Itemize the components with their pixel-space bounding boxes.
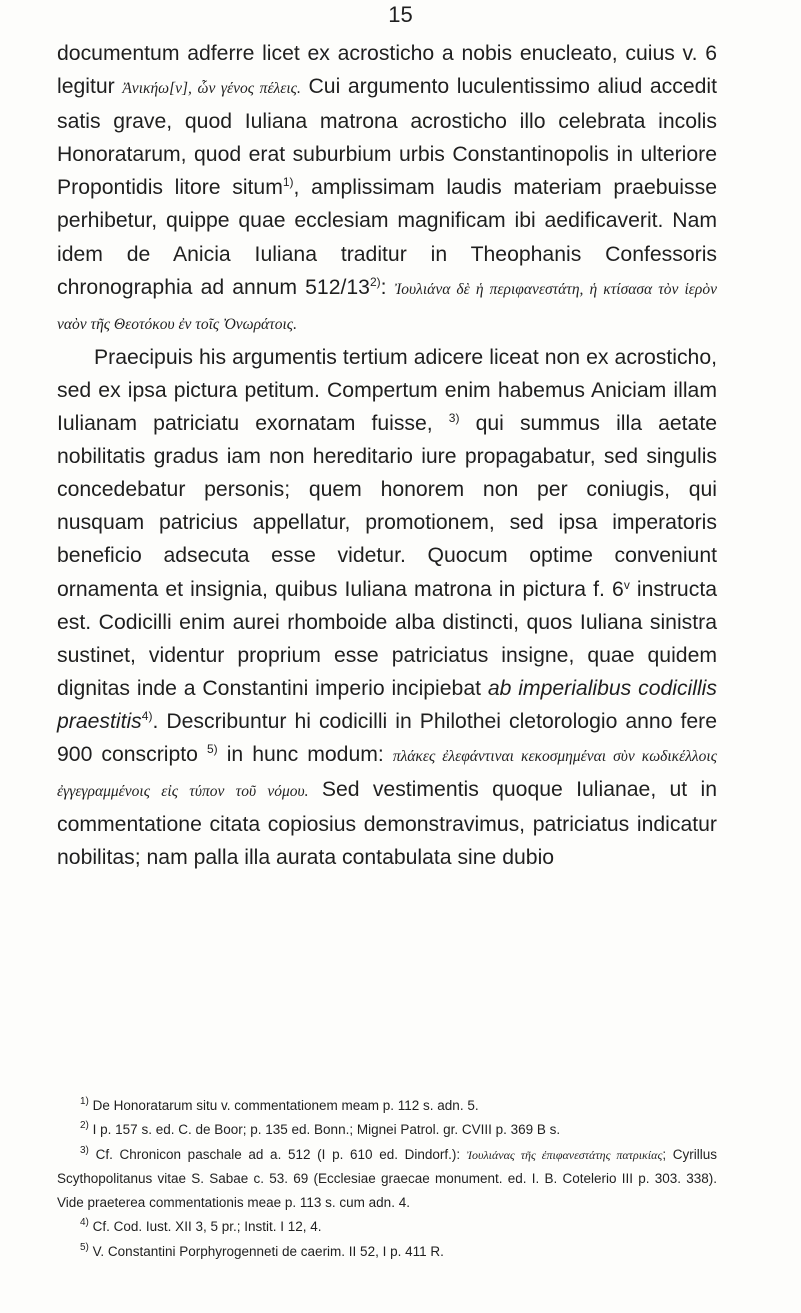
text-run: , amplissimam laudis materiam praebuisse perhibetur, quippe quae ecclesiam magnificam ibi aedificaverit. Nam idem de Anicia Iuliana traditur in Theophanis Confessoris chronographia ad annum 512/13 [57,176,717,299]
footnote [57,1094,717,1118]
footnote-ref[interactable]: 4) [141,708,153,723]
text-run: Praecipuis his argumentis tertium adicere liceat non ex acrosticho, sed ex ipsa pictura petitum. Compertum enim habemus Aniciam illam Iulianam patriciatu exornatam fuisse, [57,345,717,436]
footnote-mark: 4) [80,1217,89,1229]
footnote-text: ; Cyrillus Scythopolitanus vitae S. Sabae c. 53. 69 (Ecclesiae graecae monument. ed. I. B. Cotelerio III p. 303. 338). Vide praeterea commentationis meae p. 113 s. cum adn. 4. [57,1146,717,1211]
footnote-ref[interactable]: 1) [282,175,294,190]
footnote-ref[interactable]: 2) [369,274,381,289]
text-run: qui summus illa aetate nobilitatis gradus iam non hereditario iure propagabatur, sed singulis concedebatur personis; quem honorem non per coniugis, qui nusquam patricius appellatur, promotionem, sed ipsa imperatoris beneficio adsecuta esse videtur. Quocum optime conveniunt ornamenta et insignia, quibus Iuliana matrona in pictura f. 6 [57,412,717,601]
text-run: documentum adferre licet ex acrosticho a nobis enucleato, cuius v. 6 legitur [57,42,717,99]
text-run: Cui argumento luculentissimo aliud accedit satis grave, quod Iuliana matrona acrosticho illo celebrata incolis Honoratarum, quod erat suburbium urbis Constantinopolis in ulteriore Propontidis litore situm [57,75,718,200]
verso-mark: v [623,577,630,592]
text-run: . Describuntur hi codicilli in Philothei cletorologio anno fere 900 conscripto [57,709,717,766]
greek-quote: Ἀνικήω[ν], ὧν γένος πέλεις. [122,80,301,98]
greek-quote: Ἰουλιάνας τῆς ἐπιφανεστάτης πατρικίας [466,1147,663,1162]
footnote-text: V. Constantini Porphyrogenneti de caerim. II 52, I p. 411 R. [88,1243,444,1259]
footnotes [57,1094,717,1264]
text-run: : [380,275,395,299]
greek-quote: Ἰουλιάνα δὲ ἡ περιφανεστάτη, ἡ κτίσασα τὸν ἱερὸν ναὸν τῆς Θεοτόκου ἐν τοῖς Ὀνωράτοις. [57,280,717,333]
text-run: Sed vestimentis quoque Iulianae, ut in commentatione citata copiosius demonstravimus, patriciatus indicatur nobilitas; nam palla illa aurata contabulata sine dubio [57,778,717,870]
paragraph [57,37,717,341]
footnote-ref[interactable]: 3) [448,411,460,426]
footnote-mark: 1) [80,1096,89,1107]
footnote-text: Cf. Cod. Iust. XII 3, 5 pr.; Instit. I 12, 4. [88,1219,322,1235]
paragraph [57,341,717,875]
footnote [57,1240,717,1264]
footnote-mark: 2) [80,1120,89,1132]
main-text [57,37,717,874]
text-run: in hunc modum: [217,742,393,766]
footnote [57,1118,717,1142]
footnote-mark: 3) [80,1144,89,1156]
footnote-ref[interactable]: 5) [207,741,218,756]
footnote-text: Cf. Chronicon paschale ad a. 512 (I p. 610 ed. Dindorf.): [88,1146,467,1162]
footnote [57,1215,717,1239]
footnote-text: I p. 157 s. ed. C. de Boor; p. 135 ed. Bonn.; Mignei Patrol. gr. CVIII p. 369 B s. [88,1122,561,1138]
italic-phrase: ab imperialibus codicillis praestitis [57,676,717,733]
footnote [57,1143,717,1216]
text-run: instructa est. Codicilli enim aurei rhomboide alba distincti, quos Iuliana sinistra sustinet, videntur proprium esse patriciatus insigne, quae quidem dignitas inde a Constantini imperio incipiebat [57,577,717,700]
footnote-text: De Honoratarum situ v. commentationem meam p. 112 s. adn. 5. [88,1098,479,1113]
page-number: 15 [388,2,413,27]
greek-quote: πλάκες ἐλεφάντιναι κεκοσμημέναι σὺν κωδικέλλοις ἐγγεγραμμένοις εἰς τύπον τοῦ νόμου. [57,747,717,801]
footnote-mark: 5) [80,1241,89,1253]
